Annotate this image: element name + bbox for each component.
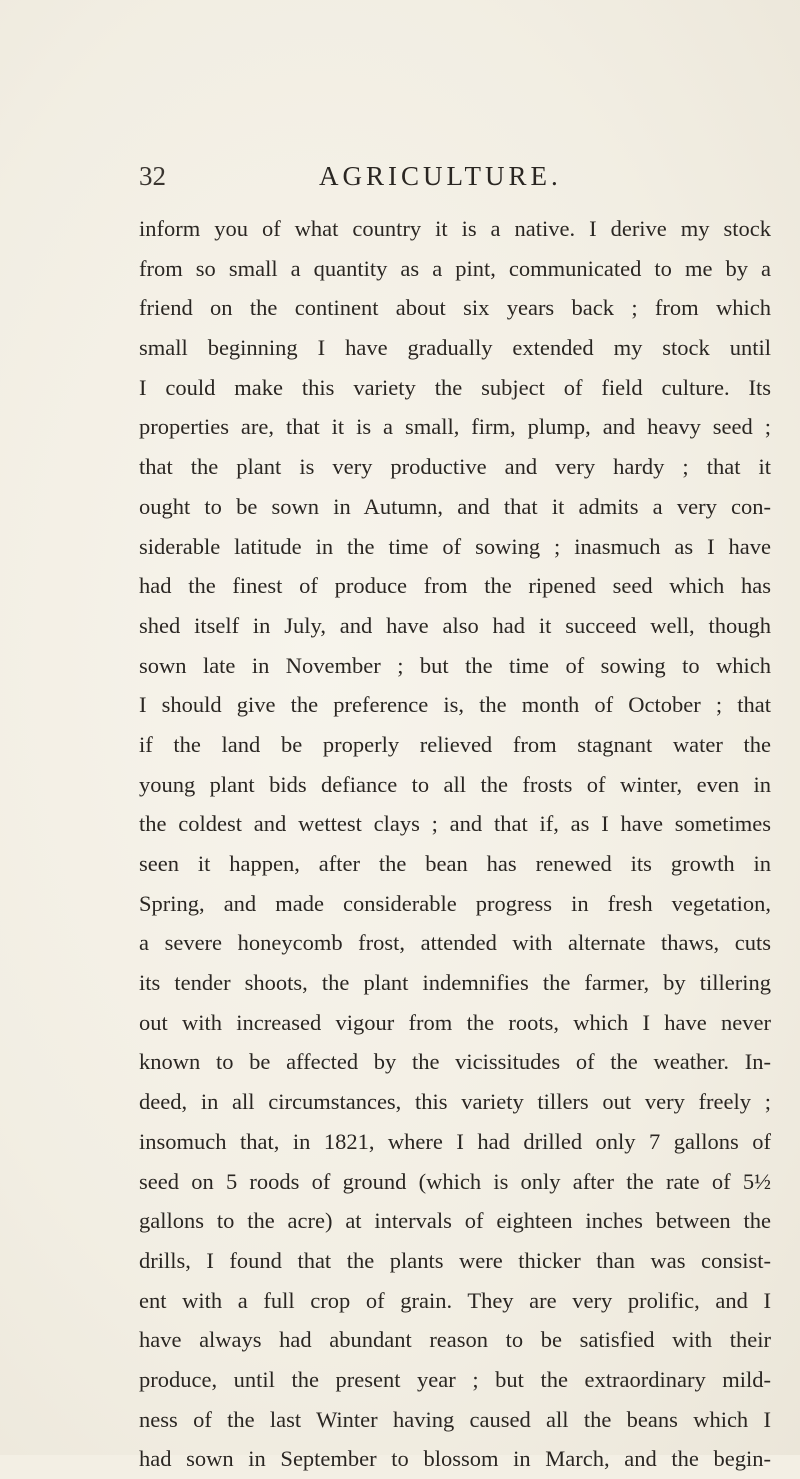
text-line: I should give the preference is, the month of October ; that — [139, 692, 771, 718]
text-line: Spring, and made considerable progress in fresh vegetation, — [139, 890, 771, 916]
text-line: I could make this variety the subject of field culture. Its — [139, 374, 771, 400]
text-line: ent with a full crop of grain. They are very prolific, and I — [139, 1287, 771, 1313]
text-line: inform you of what country it is a native. I derive my stock — [139, 216, 771, 241]
text-line: gallons to the acre) at intervals of eighteen inches between the — [139, 1208, 771, 1234]
running-title: AGRICULTURE. — [319, 161, 562, 191]
text-line: properties are, that it is a small, firm, plump, and heavy seed ; — [139, 414, 771, 440]
text-line: shed itself in July, and have also had it succeed well, though — [139, 612, 771, 638]
text-line: small beginning I have gradually extended my stock until — [139, 335, 771, 361]
text-line: the coldest and wettest clays ; and that if, as I have sometimes — [139, 811, 771, 837]
text-line: known to be affected by the vicissitudes of the weather. In- — [139, 1049, 771, 1075]
text-line: ness of the last Winter having caused all the beans which I — [139, 1406, 771, 1432]
text-line: siderable latitude in the time of sowing ; inasmuch as I have — [139, 533, 771, 559]
text-line: seen it happen, after the bean has renewed its growth in — [139, 851, 771, 876]
text-line: deed, in all circumstances, this variety tillers out very freely ; — [139, 1089, 771, 1115]
text-line: that the plant is very productive and very hardy ; that it — [139, 454, 771, 480]
text-line: had the finest of produce from the ripened seed which has — [139, 573, 771, 599]
text-line: sown late in November ; but the time of sowing to which — [139, 652, 771, 678]
text-line: produce, until the present year ; but the extraordinary mild- — [139, 1366, 771, 1392]
text-line: its tender shoots, the plant indemnifies the farmer, by tillering — [139, 970, 771, 996]
text-line: had sown in September to blossom in March, and the begin- — [139, 1446, 771, 1472]
page-header — [139, 161, 779, 197]
body-text — [139, 209, 771, 1479]
text-line: ought to be sown in Autumn, and that it admits a very con- — [139, 493, 771, 519]
text-line: young plant bids defiance to all the frosts of winter, even in — [139, 771, 771, 797]
text-line: out with increased vigour from the roots, which I have never — [139, 1009, 771, 1035]
page-number: 32 — [139, 161, 166, 191]
text-line: a severe honeycomb frost, attended with alternate thaws, cuts — [139, 930, 771, 956]
text-line: friend on the continent about six years back ; from which — [139, 295, 771, 321]
text-line: insomuch that, in 1821, where I had drilled only 7 gallons of — [139, 1128, 771, 1154]
text-line: have always had abundant reason to be satisfied with their — [139, 1327, 771, 1353]
text-line: seed on 5 roods of ground (which is only after the rate of 5½ — [139, 1168, 771, 1194]
text-line: if the land be properly relieved from stagnant water the — [139, 731, 771, 757]
text-line: drills, I found that the plants were thicker than was consist- — [139, 1247, 771, 1273]
text-line: from so small a quantity as a pint, communicated to me by a — [139, 255, 771, 281]
